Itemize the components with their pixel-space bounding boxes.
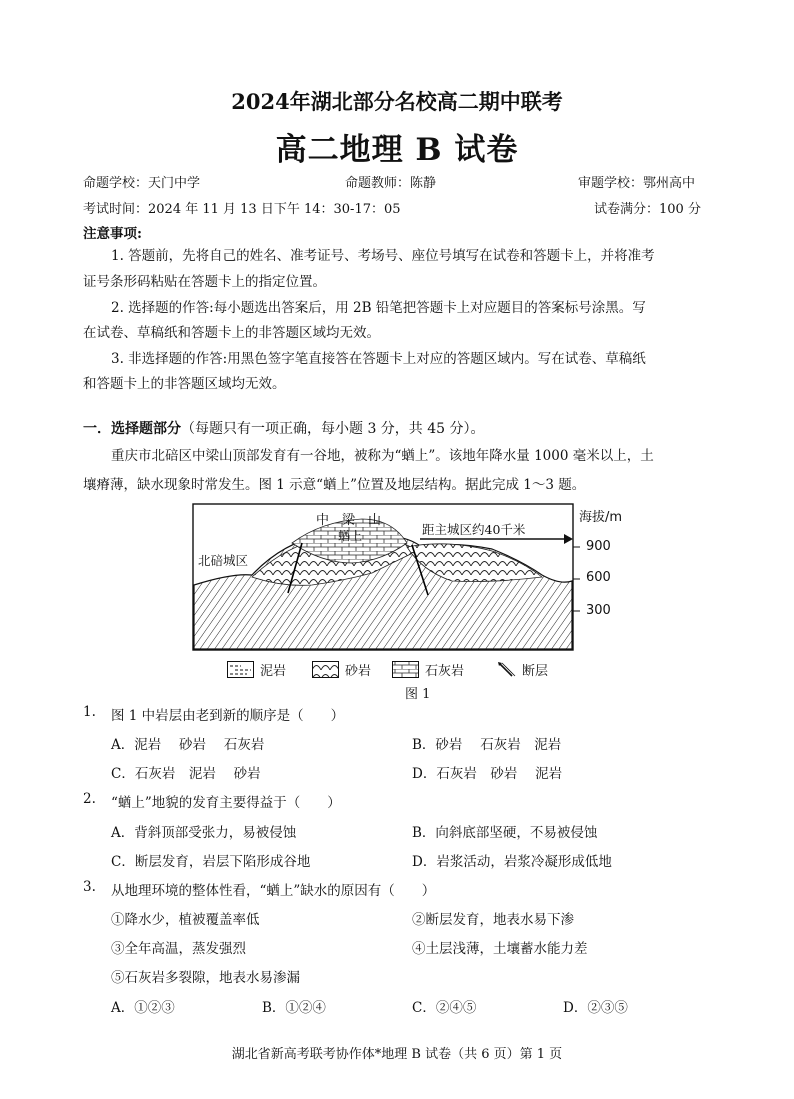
- altitude-tick-900: 900: [586, 539, 611, 554]
- question-1-number: 1.: [83, 704, 96, 720]
- question-2-option-d[interactable]: D．岩浆活动，岩浆冷凝形成低地: [412, 854, 612, 870]
- question-3-reason-3: ③全年高温，蒸发强烈: [111, 941, 246, 957]
- figure-caption: 图 1: [405, 687, 431, 702]
- meta-teacher: 命题教师：陈静: [345, 176, 437, 191]
- legend-fault: [496, 660, 548, 679]
- question-3-reason-5: ⑤石灰岩多裂隙，地表水易渗漏: [111, 970, 300, 986]
- question-3-option-c[interactable]: C．②④⑤: [412, 1000, 477, 1016]
- exam-subtitle: 高二地理 B 试卷: [275, 132, 519, 168]
- altitude-axis-label: 海拔/m: [579, 510, 623, 525]
- exam-title: 2024年湖北部分名校高二期中联考: [231, 89, 563, 114]
- legend-sandstone: [312, 660, 371, 679]
- question-2-option-a[interactable]: A．背斜顶部受张力，易被侵蚀: [111, 825, 297, 841]
- question-1-option-b[interactable]: B．砂岩 石灰岩 泥岩: [412, 737, 562, 753]
- section-heading-rest: （每题只有一项正确，每小题 3 分，共 45 分）。: [181, 421, 485, 437]
- legend-limestone-label: 石灰岩: [425, 664, 465, 679]
- section-heading-bold: 一．选择题部分: [83, 421, 181, 437]
- question-2-stem: “蝤上”地貌的发育主要得益于（ ）: [111, 795, 341, 811]
- meta-score: 试卷满分：100 分: [594, 202, 701, 217]
- question-1-stem: 图 1 中岩层由老到新的顺序是（ ）: [111, 708, 345, 724]
- question-3-reason-2: ②断层发育，地表水易下渗: [412, 912, 574, 928]
- notice-heading: 注意事项:: [83, 226, 142, 242]
- notice-item-1-line-2: 证号条形码粘贴在答题卡上的指定位置。: [83, 274, 326, 290]
- section-heading: [83, 418, 485, 438]
- question-2-number: 2.: [83, 791, 96, 807]
- legend-mudstone-label: 泥岩: [260, 664, 287, 679]
- mountain-label: 中 梁 山: [316, 513, 382, 528]
- sandstone-swatch-icon: [312, 661, 339, 678]
- question-3-option-a[interactable]: A．①②③: [111, 1000, 175, 1016]
- altitude-tick-600: 600: [586, 570, 611, 585]
- geology-cross-section-diagram: [192, 503, 632, 653]
- fault-symbol-icon: [496, 661, 516, 678]
- question-3-stem: 从地理环境的整体性看，“蝤上”缺水的原因有（ ）: [111, 883, 436, 899]
- stem-line-2: 壤瘠薄，缺水现象时常发生。图 1 示意“蝤上”位置及地层结构。据此完成 1～3 题。: [83, 477, 586, 493]
- notice-item-2-line-2: 在试卷、草稿纸和答题卡上的非答题区域均无效。: [83, 325, 380, 341]
- mudstone-swatch-icon: [227, 661, 254, 678]
- limestone-swatch-icon: [392, 661, 419, 678]
- page-footer: 湖北省新高考联考协作体*地理 B 试卷（共 6 页）第 1 页: [231, 1047, 563, 1062]
- question-2-option-c[interactable]: C．断层发育，岩层下陷形成谷地: [111, 854, 311, 870]
- question-1-option-c[interactable]: C．石灰岩 泥岩 砂岩: [111, 766, 261, 782]
- notice-item-1-line-1: 1. 答题前，先将自己的姓名、准考证号、考场号、座位号填写在试卷和答题卡上，并将准考: [111, 248, 655, 264]
- legend-fault-label: 断层: [522, 664, 549, 679]
- question-1-option-a[interactable]: A．泥岩 砂岩 石灰岩: [111, 737, 265, 753]
- question-1-option-d[interactable]: D．石灰岩 砂岩 泥岩: [412, 766, 563, 782]
- meta-reviewer: 审题学校：鄂州高中: [578, 176, 696, 191]
- question-3-reason-4: ④土层浅薄，土壤蓄水能力差: [412, 941, 588, 957]
- question-3-number: 3.: [83, 879, 96, 895]
- question-3-option-d[interactable]: D．②③⑤: [563, 1000, 628, 1016]
- valley-label: 蝤上: [338, 529, 363, 543]
- altitude-tick-300: 300: [586, 603, 611, 618]
- question-3-option-b[interactable]: B．①②④: [262, 1000, 326, 1016]
- meta-school: 命题学校：天门中学: [83, 176, 201, 191]
- meta-time: 考试时间：2024 年 11 月 13 日下午 14：30-17：05: [83, 202, 401, 217]
- question-2-option-b[interactable]: B．向斜底部坚硬，不易被侵蚀: [412, 825, 598, 841]
- notice-item-2-line-1: 2. 选择题的作答:每小题选出答案后，用 2B 铅笔把答题卡上对应题目的答案标号涂黑。写: [111, 300, 646, 316]
- stem-line-1: 重庆市北碚区中梁山顶部发育有一谷地，被称为“蝤上”。该地年降水量 1000 毫米以上，土: [111, 448, 654, 464]
- district-label: 北碚城区: [198, 553, 249, 568]
- notice-item-3-line-2: 和答题卡上的非答题区域均无效。: [83, 376, 286, 392]
- legend-mudstone: [227, 660, 286, 679]
- question-3-reason-1: ①降水少，植被覆盖率低: [111, 912, 260, 928]
- legend-sandstone-label: 砂岩: [345, 664, 372, 679]
- distance-label: 距主城区约40千米: [422, 522, 526, 537]
- legend-limestone: [392, 660, 464, 679]
- notice-item-3-line-1: 3. 非选择题的作答:用黑色签字笔直接答在答题卡上对应的答题区域内。写在试卷、草稿纸: [111, 351, 646, 367]
